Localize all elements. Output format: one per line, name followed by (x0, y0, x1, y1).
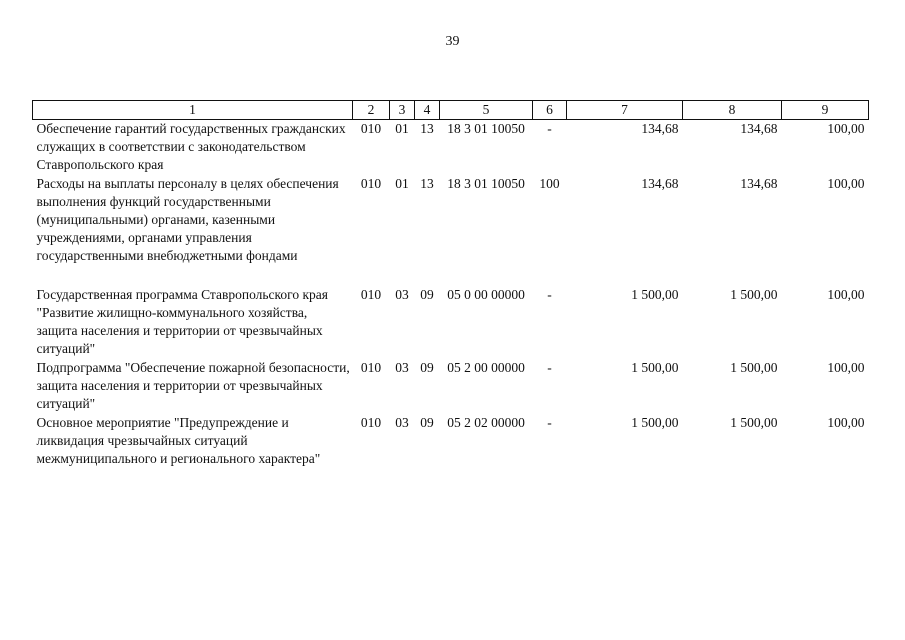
row-value-8: 1 500,00 (730, 360, 778, 375)
row-value-7: 134,68 (641, 121, 679, 136)
row-name: Подпрограмма "Обеспечение пожарной безопасности, защита населения и территории от чрезвычайных ситуаций" (36, 360, 350, 411)
row-value-9: 100,00 (827, 121, 865, 136)
header-col-6: 6 (533, 101, 567, 120)
row-subsection-code: 09 (420, 415, 434, 430)
header-col-7: 7 (567, 101, 683, 120)
row-expense-type: - (547, 121, 552, 136)
row-target-code: 05 2 02 00000 (447, 415, 525, 430)
header-col-1: 1 (33, 101, 353, 120)
row-value-7: 1 500,00 (631, 287, 679, 302)
row-subsection-code: 13 (420, 176, 434, 191)
row-value-9: 100,00 (827, 415, 865, 430)
row-value-9: 100,00 (827, 176, 865, 191)
row-spacer (33, 266, 869, 286)
row-subsection-code: 13 (420, 121, 434, 136)
row-section-code: 03 (395, 287, 409, 302)
row-value-7: 1 500,00 (631, 360, 679, 375)
budget-table (32, 100, 869, 469)
row-expense-type: 100 (539, 176, 560, 191)
row-ministry-code: 010 (360, 176, 382, 191)
spacer-cell (33, 266, 869, 286)
row-target-code: 18 3 01 10050 (447, 176, 525, 191)
row-section-code: 03 (395, 360, 409, 375)
row-value-8: 134,68 (740, 121, 778, 136)
row-value-8: 1 500,00 (730, 287, 778, 302)
table-row (33, 286, 869, 359)
header-col-5: 5 (440, 101, 533, 120)
row-name: Государственная программа Ставропольского края "Развитие жилищно-коммунального хозяйства, защита населения и территории от чрезвычайных ситуаций" (36, 287, 328, 356)
row-expense-type: - (547, 360, 552, 375)
row-expense-type: - (547, 415, 552, 430)
row-target-code: 05 0 00 00000 (447, 287, 525, 302)
header-col-4: 4 (415, 101, 440, 120)
row-expense-type: - (547, 287, 552, 302)
row-ministry-code: 010 (360, 360, 382, 375)
row-value-7: 134,68 (641, 176, 679, 191)
header-col-9: 9 (782, 101, 869, 120)
row-name: Обеспечение гарантий государственных гражданских служащих в соответствии с законодательством Ставропольского края (36, 121, 346, 172)
row-name: Расходы на выплаты персоналу в целях обеспечения выполнения функций государственными (муниципальными) органами, казенными учреждениями, органами управления государственными внебюджетными фондами (36, 176, 339, 263)
table-row (33, 120, 869, 176)
row-value-8: 134,68 (740, 176, 778, 191)
header-col-2: 2 (353, 101, 390, 120)
table-row (33, 359, 869, 414)
row-value-8: 1 500,00 (730, 415, 778, 430)
header-col-8: 8 (683, 101, 782, 120)
row-target-code: 18 3 01 10050 (447, 121, 525, 136)
row-value-7: 1 500,00 (631, 415, 679, 430)
row-ministry-code: 010 (360, 121, 382, 136)
row-subsection-code: 09 (420, 360, 434, 375)
page-number: 39 (445, 34, 460, 49)
row-ministry-code: 010 (360, 415, 382, 430)
row-section-code: 01 (395, 121, 409, 136)
row-section-code: 01 (395, 176, 409, 191)
row-value-9: 100,00 (827, 287, 865, 302)
row-value-9: 100,00 (827, 360, 865, 375)
row-target-code: 05 2 00 00000 (447, 360, 525, 375)
row-section-code: 03 (395, 415, 409, 430)
table-row (33, 175, 869, 266)
row-subsection-code: 09 (420, 287, 434, 302)
header-col-3: 3 (390, 101, 415, 120)
row-name: Основное мероприятие "Предупреждение и ликвидация чрезвычайных ситуаций межмуниципального и регионального характера" (36, 415, 321, 466)
row-ministry-code: 010 (360, 287, 382, 302)
table-row (33, 414, 869, 469)
table-header-row (33, 101, 869, 120)
